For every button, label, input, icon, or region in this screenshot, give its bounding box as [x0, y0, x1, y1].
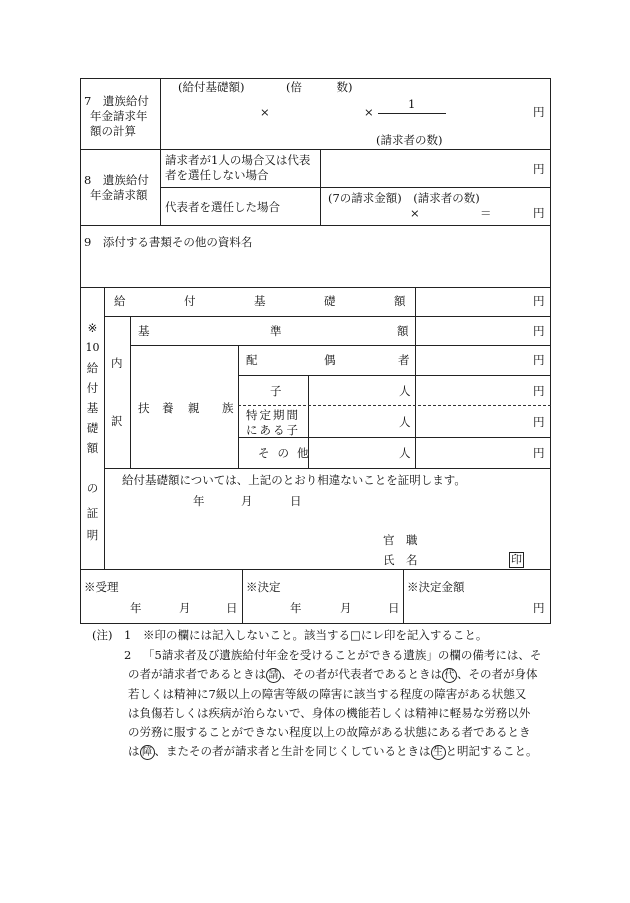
month-label: 月: [340, 601, 352, 615]
section-7-label-line3: 額の計算: [90, 124, 136, 138]
benefit-base-char: 礎: [324, 294, 336, 308]
claim-formula-caption: (7の請求金額) (請求者の数): [328, 191, 480, 205]
yen-unit: 円: [533, 601, 545, 615]
standard-amount-char: 基: [138, 324, 150, 338]
side-char: ※: [87, 321, 98, 335]
notes-heading: (注): [92, 628, 113, 642]
equals-sign: ＝: [480, 206, 492, 220]
section-7-label-line1: 7 遺族給付: [84, 94, 149, 108]
specified-period-child-line1: 特定期間: [246, 408, 300, 422]
circled-claimant-mark: 請: [266, 668, 281, 683]
side-char: 礎: [86, 421, 99, 435]
representative-case: 代表者を選任した場合: [165, 200, 280, 214]
side-char: 証: [86, 506, 99, 520]
yen-unit: 円: [533, 384, 545, 398]
spouse-char: 者: [398, 353, 410, 367]
note-2-line2: [128, 667, 538, 683]
yen-unit: 円: [533, 415, 545, 429]
section-7-label-line2: 年金請求年: [90, 109, 148, 123]
benefit-base-char: 給: [114, 294, 126, 308]
section-8-label-line1: 8 遺族給付: [84, 173, 149, 187]
breakdown-char: 訳: [111, 414, 123, 428]
receipt-label: ※受理: [84, 580, 119, 594]
note-1-text: ※印の欄には記入しないこと。該当する□にレ印を記入すること。: [143, 628, 488, 642]
note-2-line3: 若しくは精神に7級以上の障害等級の障害に該当する程度の障害がある状態又: [128, 687, 527, 701]
note-number: 1: [124, 628, 132, 642]
single-claimant-case-line2: 者を選任しない場合: [165, 168, 269, 182]
note-text: 、その者が身体: [457, 667, 538, 681]
standard-amount-char: 準: [270, 324, 282, 338]
side-char: 明: [86, 528, 99, 542]
base-amount-caption: (給付基礎額): [178, 80, 245, 94]
circled-disability-mark: 障: [140, 745, 155, 760]
side-char: 給: [86, 361, 99, 375]
year-label: 年: [130, 601, 142, 615]
yen-unit: 円: [533, 105, 545, 119]
dependents-char: 族: [222, 401, 234, 415]
yen-unit: 円: [533, 446, 545, 460]
child-label: 子: [270, 384, 282, 398]
circled-representative-mark: 代: [442, 668, 457, 683]
spouse-char: 偶: [324, 353, 336, 367]
times-sign: ×: [364, 105, 374, 119]
multiple-caption: (倍 数): [286, 80, 353, 94]
fraction-numerator: 1: [408, 97, 416, 111]
seal-mark: 印: [511, 553, 522, 566]
yen-unit: 円: [533, 324, 545, 338]
official-title-label: 官 職: [383, 533, 418, 547]
day-label: 日: [226, 601, 238, 615]
certification-statement: 給付基礎額については、上記のとおり相違ないことを証明します。: [122, 473, 466, 487]
note-2-line5: の労務に服することができない程度以上の故障がある状態にある者であるとき: [128, 725, 531, 739]
side-char: 基: [86, 401, 99, 415]
breakdown-char: 内: [111, 356, 123, 370]
month-label: 月: [241, 494, 253, 508]
side-char: 10: [85, 341, 100, 354]
note-2-line6: [128, 744, 538, 760]
benefit-base-char: 基: [254, 294, 266, 308]
section-10-side-label: [81, 318, 104, 546]
yen-unit: 円: [533, 162, 545, 176]
times-sign: ×: [260, 105, 270, 119]
benefit-base-char: 付: [184, 294, 196, 308]
note-2-line4: は負傷若しくは疾病が治らないで、身体の機能若しくは精神に軽易な労務以外: [128, 706, 531, 720]
note-number: 2: [124, 648, 132, 662]
dependents-char: 扶: [138, 401, 150, 415]
side-char: 付: [86, 381, 99, 395]
note-text: 、またその者が請求者と生計を同じくしているときは: [154, 744, 431, 758]
benefit-base-char: 額: [394, 294, 406, 308]
yen-unit: 円: [533, 294, 545, 308]
year-label: 年: [193, 494, 205, 508]
yen-unit: 円: [533, 353, 545, 367]
circled-livelihood-mark: 生: [431, 745, 446, 760]
year-label: 年: [290, 601, 302, 615]
other-label: その他: [258, 446, 317, 460]
name-label: 氏 名: [383, 553, 418, 567]
persons-unit: 人: [399, 384, 411, 398]
decided-amount-label: ※決定金額: [407, 580, 465, 594]
single-claimant-case-line1: 請求者が1人の場合又は代表: [165, 153, 311, 167]
standard-amount-char: 額: [397, 324, 409, 338]
section-8-label-line2: 年金請求額: [90, 188, 148, 202]
yen-unit: 円: [533, 206, 545, 220]
note-text: の者が請求者であるときは: [128, 667, 266, 681]
note-text: は: [128, 744, 140, 758]
dependents-char: 親: [188, 401, 200, 415]
persons-unit: 人: [399, 415, 411, 429]
times-sign: ×: [410, 206, 420, 220]
day-label: 日: [290, 494, 302, 508]
fraction-denominator: (請求者の数): [376, 133, 443, 147]
persons-unit: 人: [399, 446, 411, 460]
specified-period-child-line2: にある子: [246, 423, 300, 437]
side-char: 額: [86, 441, 99, 455]
note-text: と明記すること。: [445, 744, 538, 758]
note-text: 、その者が代表者であるときは: [281, 667, 442, 681]
spouse-char: 配: [246, 353, 258, 367]
month-label: 月: [179, 601, 191, 615]
side-char: の: [86, 481, 99, 495]
attached-documents-label: 9 添付する書類その他の資料名: [84, 235, 253, 249]
dependents-char: 養: [162, 401, 174, 415]
decision-label: ※決定: [246, 580, 281, 594]
note-2-line1: 「5請求者及び遺族給付年金を受けることができる遺族」の欄の備考には、そ: [143, 648, 542, 662]
day-label: 日: [388, 601, 400, 615]
